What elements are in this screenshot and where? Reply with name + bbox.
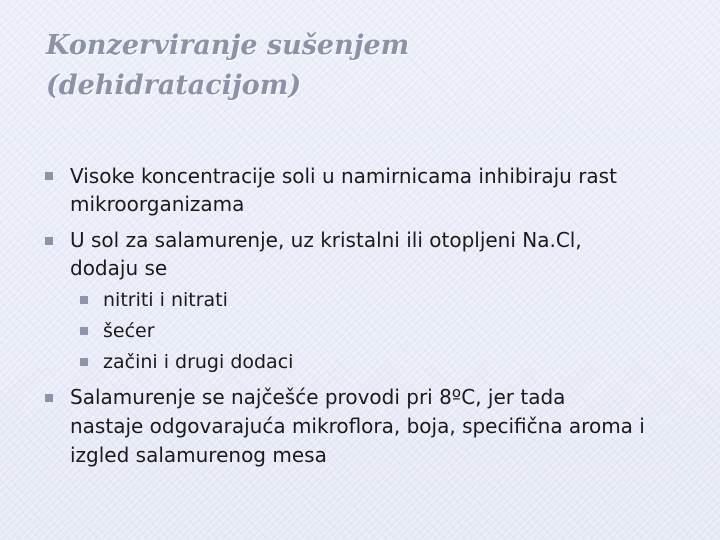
sub-bullet-square-icon (80, 327, 88, 335)
slide-title-line-1: Konzerviranje sušenjem (46, 30, 410, 61)
bullet-1-line-1-text: Visoke koncentracije soli u namirnicama inhibiraju rast (70, 164, 617, 188)
sub-item-2: šećer (103, 320, 155, 342)
sub-bullet-square-icon (80, 296, 88, 304)
bullet-square-icon (45, 394, 53, 402)
bullet-2-line-2: dodaju se (70, 256, 168, 280)
bullet-3-line-1: Salamurenje se najčešće provodi pri 8ºC, jer tada (70, 385, 566, 409)
slide-title-line-2: (dehidratacijom) (46, 70, 302, 101)
sub-item-1: nitriti i nitrati (103, 289, 228, 311)
bullet-square-icon (45, 172, 53, 180)
sub-item-3: začini i drugi dodaci (103, 351, 294, 373)
bullet-3-line-2: nastaje odgovarajuća mikroflora, boja, specifična aroma i (70, 414, 645, 438)
bullet-3-line-3: izgled salamurenog mesa (70, 443, 327, 467)
bullet-2-line-1: U sol za salamurenje, uz kristalni ili otopljeni Na.Cl, (70, 228, 582, 252)
bullet-1-line-2: mikroorganizama (70, 192, 245, 216)
bullet-square-icon (45, 237, 53, 245)
sub-bullet-square-icon (80, 358, 88, 366)
